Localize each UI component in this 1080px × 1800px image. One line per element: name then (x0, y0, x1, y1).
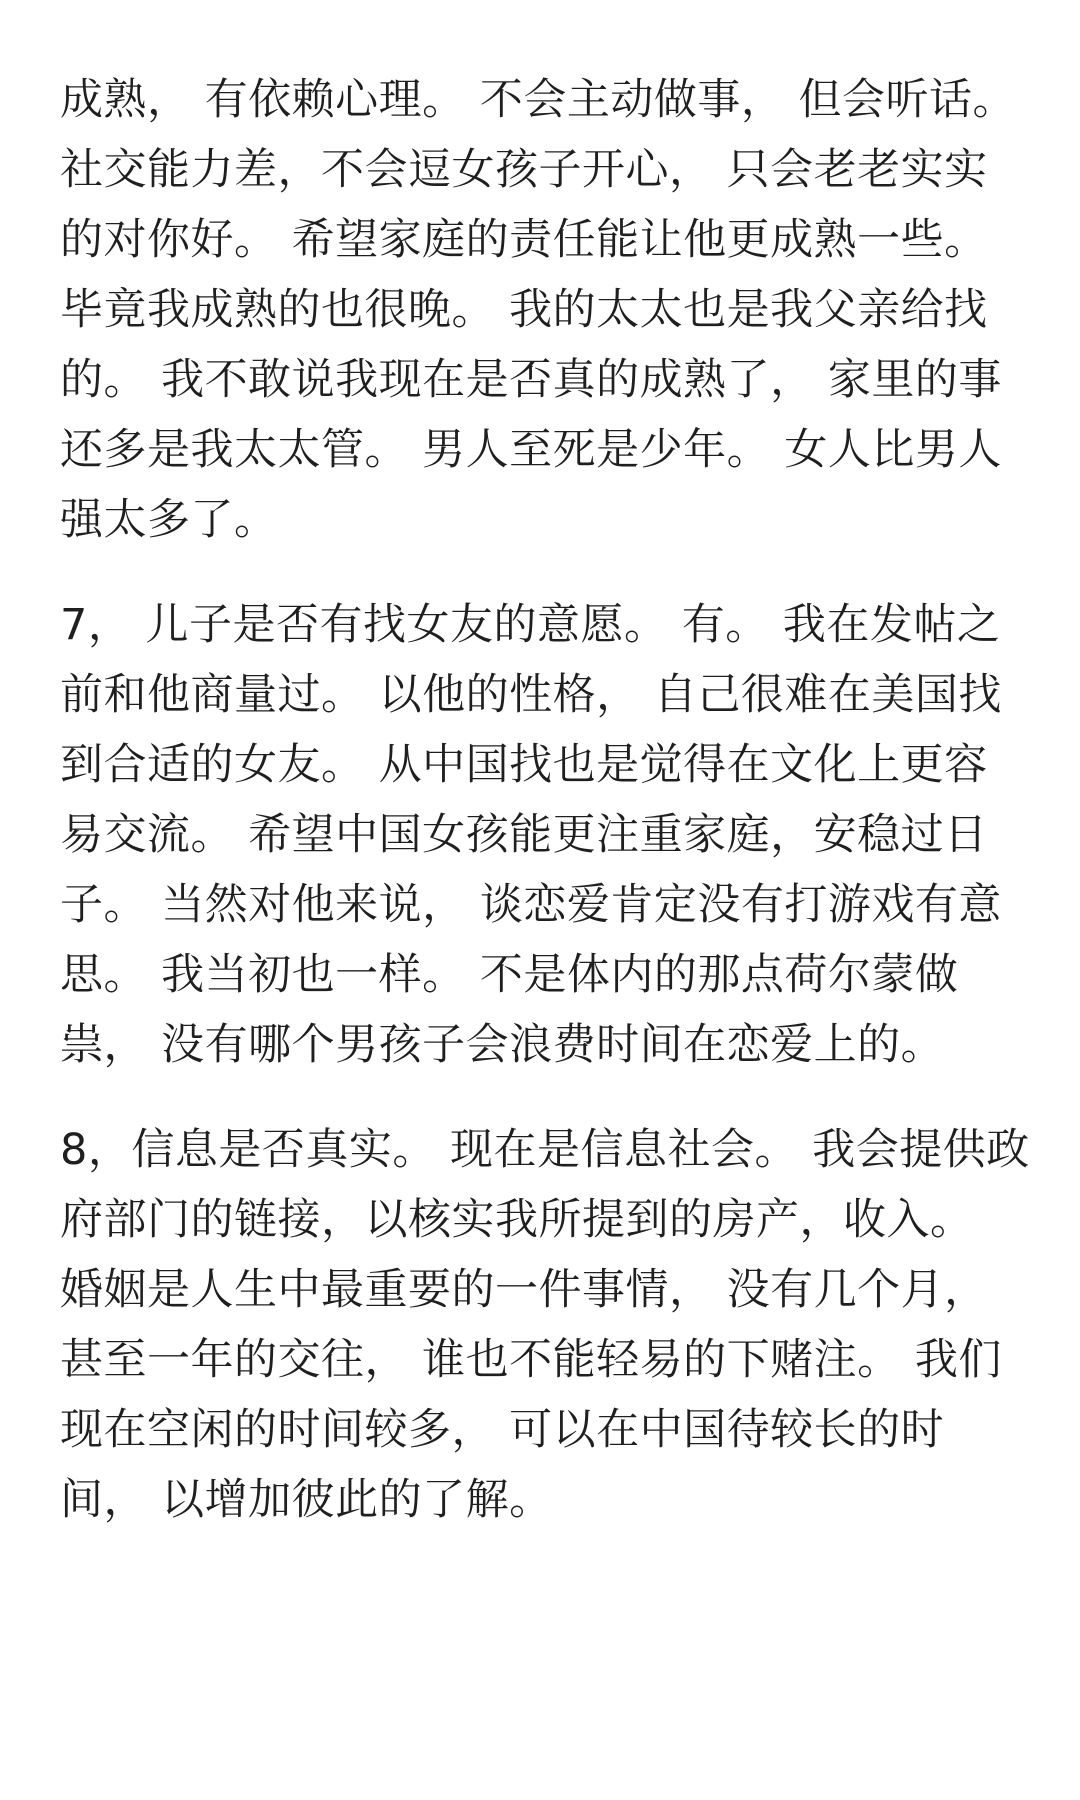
document-page (60, 0, 1030, 1800)
text-line: 甚至一年的交往， 谁也不能轻易的下赌注。 我们 (60, 1335, 1002, 1385)
text-line: 的对你好。 希望家庭的责任能让他更成熟一些。 (60, 215, 988, 265)
text-line: 祟， 没有哪个男孩子会浪费时间在恋爱上的。 (60, 1020, 945, 1070)
text-line: 间， 以增加彼此的了解。 (60, 1475, 553, 1525)
text-line: 现在空闲的时间较多， 可以在中国待较长的时 (60, 1405, 945, 1455)
text-line: 易交流。 希望中国女孩能更注重家庭，安稳过日 (60, 810, 988, 860)
text-line: 毕竟我成熟的也很晚。 我的太太也是我父亲给找 (60, 285, 988, 335)
text-line: 社交能力差，不会逗女孩子开心， 只会老老实实 (60, 145, 988, 195)
text-line: 到合适的女友。 从中国找也是觉得在文化上更容 (60, 740, 988, 790)
text-line: 思。 我当初也一样。 不是体内的那点荷尔蒙做 (60, 950, 959, 1000)
text-line: 的。 我不敢说我现在是否真的成熟了， 家里的事 (60, 355, 1002, 405)
text-line: 婚姻是人生中最重要的一件事情， 没有几个月， (60, 1265, 988, 1315)
text-line: 还多是我太太管。 男人至死是少年。 女人比男人 (60, 425, 1002, 475)
text-line: 府部门的链接，以核实我所提到的房产，收入。 (60, 1195, 974, 1245)
text-line: 子。 当然对他来说， 谈恋爱肯定没有打游戏有意 (60, 880, 1002, 930)
text-line: 8，信息是否真实。 现在是信息社会。 我会提供政 (60, 1125, 1030, 1175)
text-line: 成熟， 有依赖心理。 不会主动做事， 但会听话。 (60, 75, 1017, 125)
text-line: 7， 儿子是否有找女友的意愿。 有。 我在发帖之 (60, 600, 1001, 650)
text-line: 前和他商量过。 以他的性格， 自己很难在美国找 (60, 670, 1002, 720)
text-line: 强太多了。 (60, 495, 278, 545)
